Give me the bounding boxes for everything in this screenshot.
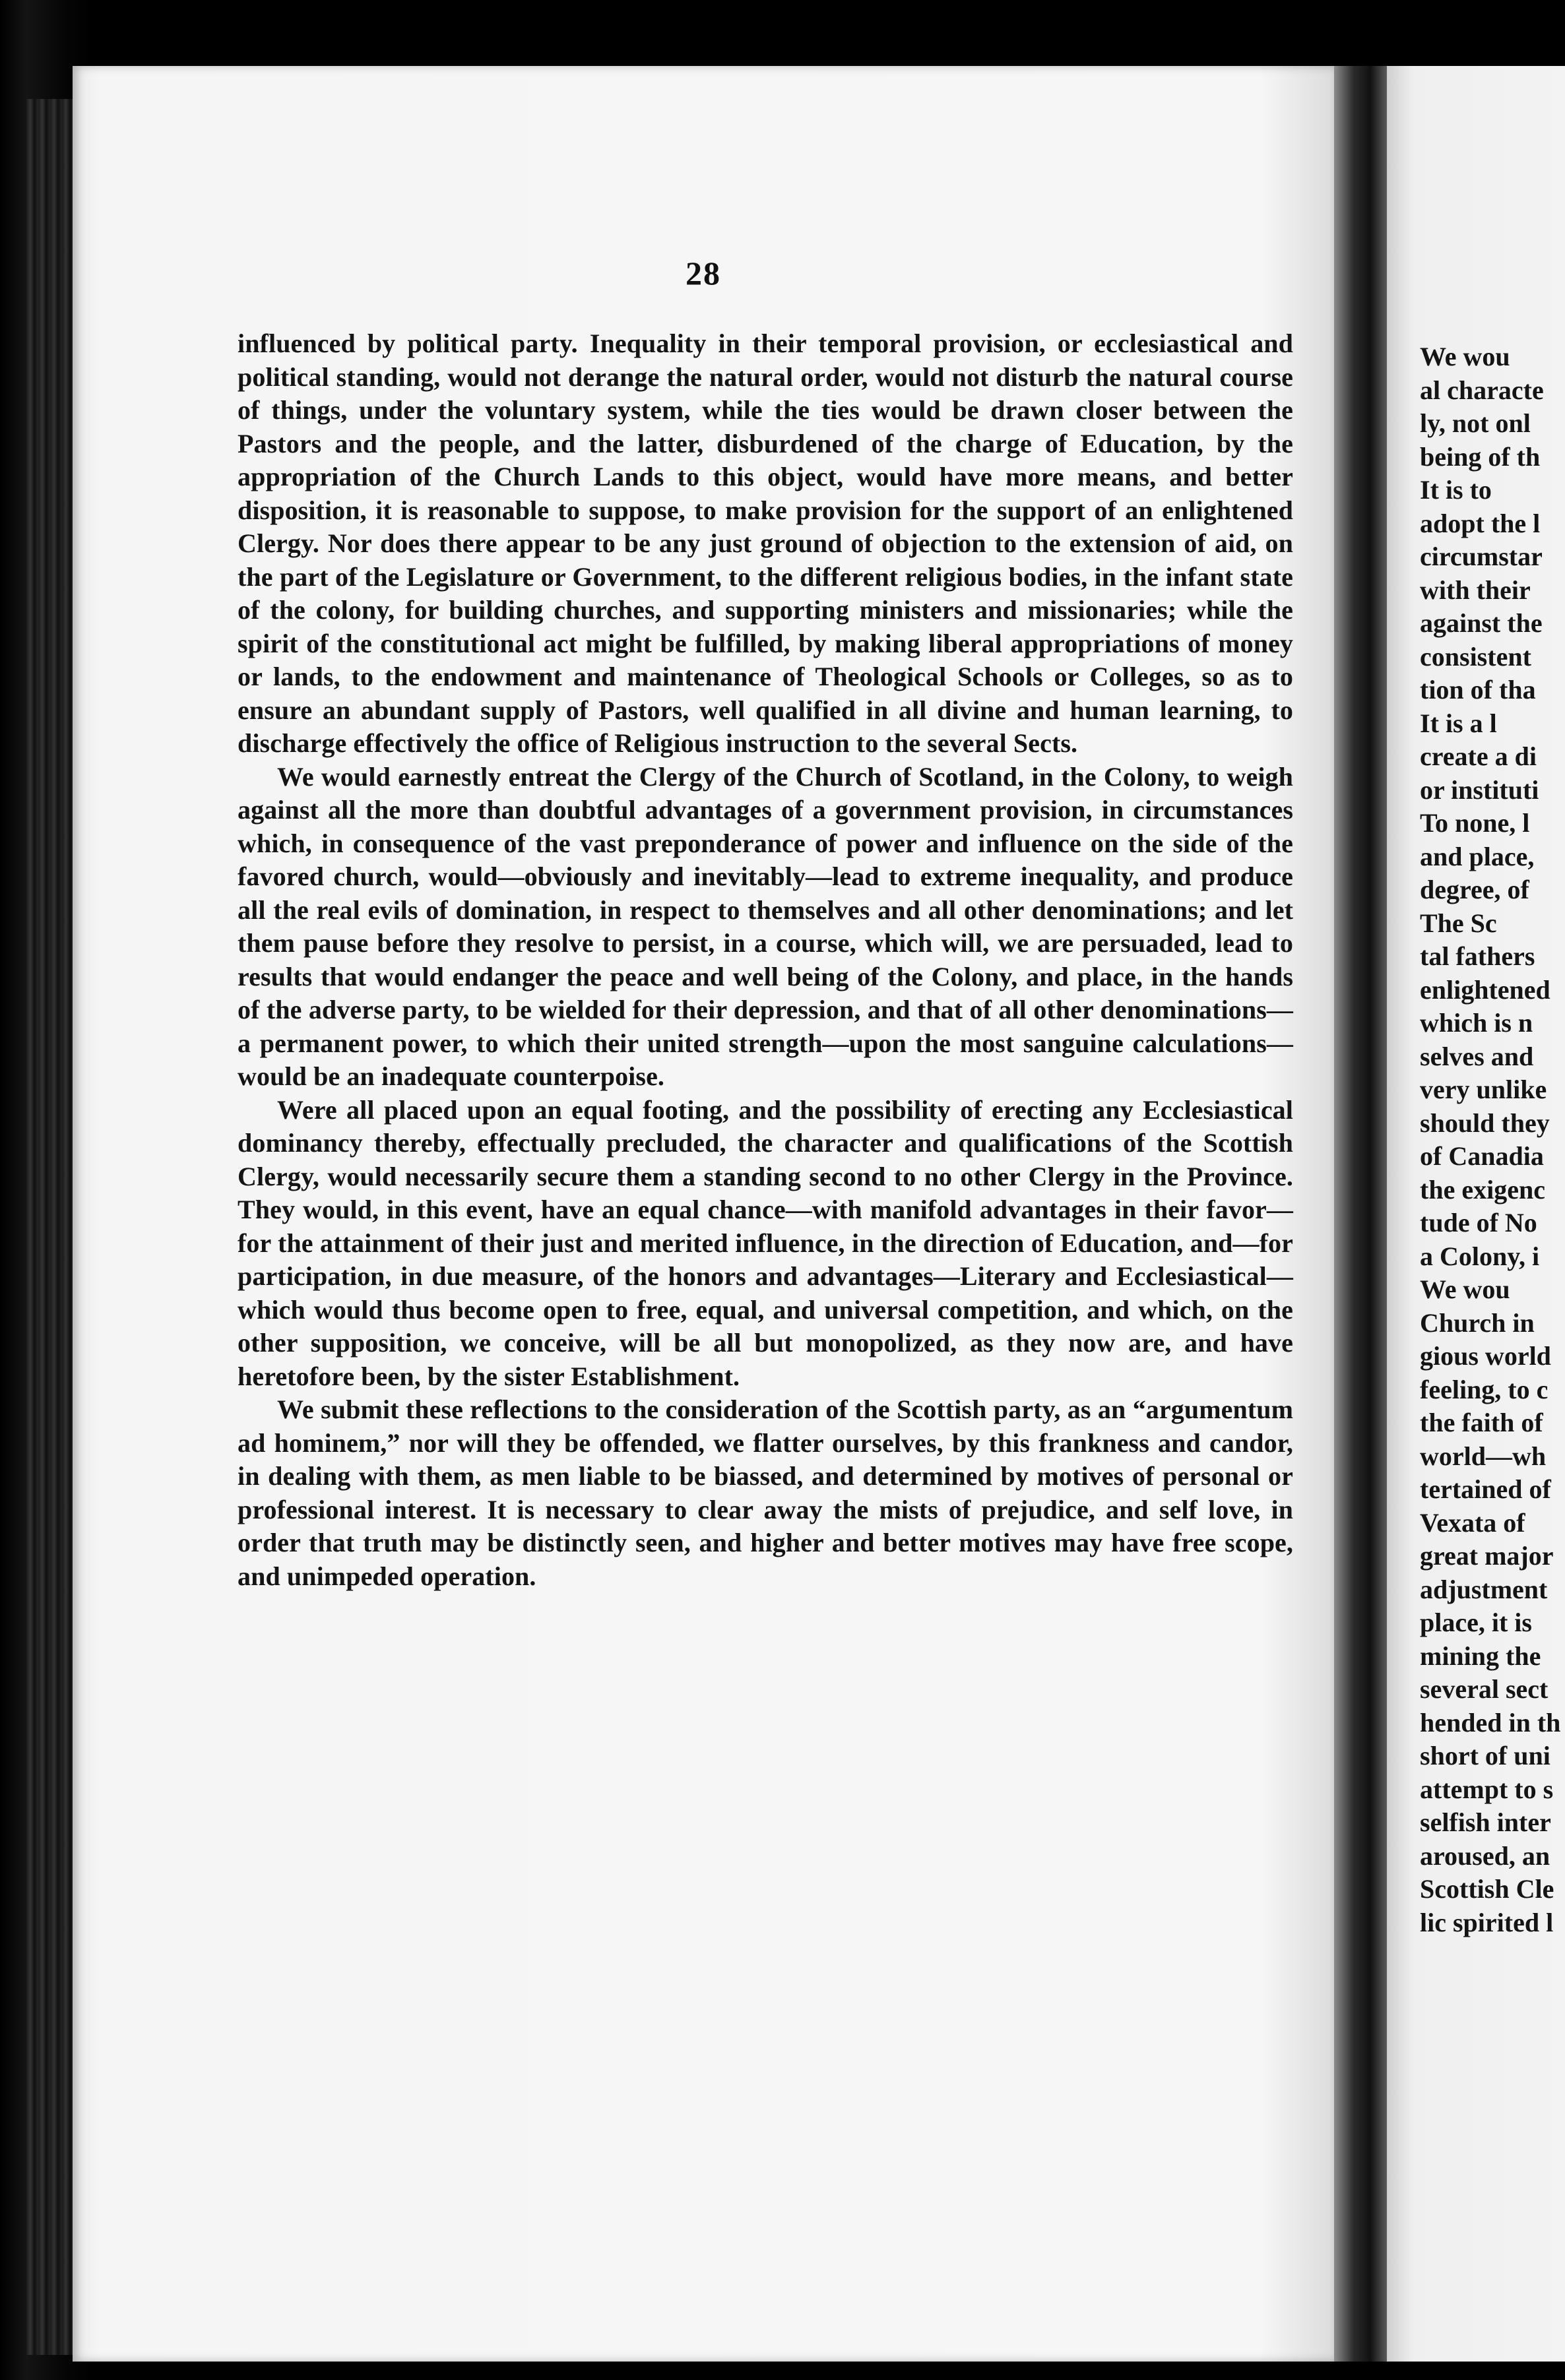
- right-page-line: It is to: [1420, 475, 1492, 505]
- right-page-line: To none, l: [1420, 808, 1530, 838]
- right-page-line: tertained of: [1420, 1474, 1551, 1504]
- right-page-line: tude of No: [1420, 1208, 1537, 1237]
- right-page-line: Church in: [1420, 1307, 1535, 1338]
- right-page-line: tal fathers: [1420, 941, 1535, 971]
- page-body: [238, 327, 1293, 1593]
- page-number: 28: [686, 255, 721, 292]
- right-page-line: and place,: [1420, 841, 1535, 871]
- paragraph-entreat: We would earnestly entreat the Clergy of the Church of Scotland, in the Colony, to weigh against all the more than doubtful advantages of a government provision, in circumstances which, in consequence of the vast preponderance of power and influence on the side of the favored church, would—obviously and inevitably—lead to extreme inequality, and produce all the real evils of domination, in respect to themselves and all other denominations; and let them pause before they resolve to persist, in a course, which will, we are persuaded, lead to results that would endanger the peace and well being of the Colony, and place, in the hands of the adverse party, to be wielded for their depression, and that of all other denominations—a permanent power, to which their united strength—upon the most sanguine calculations—would be an inadequate counterpoise.: [238, 761, 1293, 1091]
- right-page-line: should they: [1420, 1108, 1550, 1138]
- right-page-line: the exigenc: [1420, 1174, 1545, 1205]
- right-page-line: selfish inter: [1420, 1807, 1551, 1837]
- right-page-line: Vexata of: [1420, 1507, 1525, 1538]
- right-page-line: We wou: [1420, 1274, 1510, 1304]
- right-page-line: the faith of: [1420, 1408, 1543, 1437]
- right-page-line: aroused, an: [1420, 1840, 1550, 1871]
- right-page-line: create a di: [1420, 741, 1537, 771]
- gutter-shadow: [1334, 66, 1387, 2362]
- right-page-line: great major: [1420, 1541, 1554, 1571]
- right-page-line: short of uni: [1420, 1741, 1550, 1770]
- right-page-line: several sect: [1420, 1674, 1549, 1704]
- right-page-line: or instituti: [1420, 774, 1539, 805]
- paragraph-continued: influenced by political party. Inequality in their temporal provision, or ecclesiastical and political standing, would not derange the natural order, would not disturb the natural course of things, under the voluntary system, while the ties would be drawn closer between the Pastors and the people, and the latter, disburdened of the charge of Education, by the appropriation of the Church Lands to this object, would have more means, and better disposition, it is reasonable to suppose, to make provision for the support of an enlightened Clergy. Nor does there appear to be any just ground of objection to the extension of aid, on the part of the Legislature or Government, to the different religious bodies, in the infant state of the colony, for building churches, and supporting ministers and missionaries; while the spirit of the constitutional act might be fulfilled, by making liberal appropriations of money or lands, to the endowment and maintenance of Theological Schools or Colleges, so as to ensure an abundant supply of Pastors, well qualified in all divine and human learning, to discharge effectively the office of Religious instruction to the several Sects.: [238, 329, 1293, 758]
- binding-edge: [26, 99, 79, 2355]
- right-page-line: place, it is: [1420, 1608, 1532, 1637]
- right-page-line: gious world: [1420, 1341, 1551, 1371]
- right-page-line: attempt to s: [1420, 1774, 1554, 1804]
- right-page-line: adjustment: [1420, 1574, 1548, 1604]
- right-page-line: a Colony, i: [1420, 1241, 1540, 1271]
- right-page-line: al characte: [1420, 375, 1544, 405]
- right-page-line: It is a l: [1420, 708, 1497, 738]
- right-page-line: against the: [1420, 608, 1543, 638]
- right-page-line: lic spirited l: [1420, 1907, 1554, 1937]
- right-page-line: being of th: [1420, 441, 1541, 472]
- right-page-line: very unlike: [1420, 1075, 1547, 1104]
- right-page-line: hended in th: [1420, 1707, 1561, 1738]
- right-page-line: consistent: [1420, 641, 1531, 672]
- right-page-line: adopt the l: [1420, 508, 1541, 538]
- right-page-line: degree, of: [1420, 875, 1529, 904]
- right-page-line: selves and: [1420, 1041, 1534, 1071]
- right-page-line: ly, not onl: [1420, 408, 1531, 438]
- right-page-line: Scottish Cle: [1420, 1874, 1554, 1904]
- paragraph-submit: We submit these reflections to the consideration of the Scottish party, as an “argumentum ad hominem,” nor will they be offended, we flatter ourselves, by this frankness and candor, in dealing with them, as men liable to be biassed, and determined by motives of personal or professional interest. It is necessary to clear away the mists of prejudice, and self love, in order that truth may be distinctly seen, and higher and better motives may have free scope, and unimpeded operation.: [238, 1394, 1293, 1591]
- right-page-line: The Sc: [1420, 908, 1497, 938]
- right-page-line: world—wh: [1420, 1441, 1547, 1471]
- right-page-line: which is n: [1420, 1008, 1533, 1038]
- right-page-line: enlightened: [1420, 974, 1550, 1005]
- right-page-line: mining the: [1420, 1641, 1541, 1671]
- right-page-line: tion of tha: [1420, 675, 1536, 705]
- right-page-text: [1420, 340, 1565, 1939]
- right-page-line: feeling, to c: [1420, 1374, 1549, 1404]
- paragraph-equal-footing: Were all placed upon an equal footing, and the possibility of erecting any Ecclesiastical dominancy thereby, effectually precluded, the character and qualifications of the Scottish Clergy, would necessarily secure them a standing second to no other Clergy in the Province. They would, in this event, have an equal chance—with manifold advantages in their favor—for the attainment of their just and merited influence, in the direction of Education, and—for participation, in due measure, of the honors and advantages—Literary and Ecclesiastical—which would thus become open to free, equal, and universal competition, and which, on the other supposition, we conceive, will be all but monopolized, as they now are, and have heretofore been, by the sister Establishment.: [238, 1094, 1293, 1391]
- right-page-line: with their: [1420, 575, 1531, 605]
- right-page-line: circumstar: [1420, 542, 1543, 571]
- right-page-line: We wou: [1420, 342, 1510, 371]
- right-page-line: of Canadia: [1420, 1141, 1544, 1171]
